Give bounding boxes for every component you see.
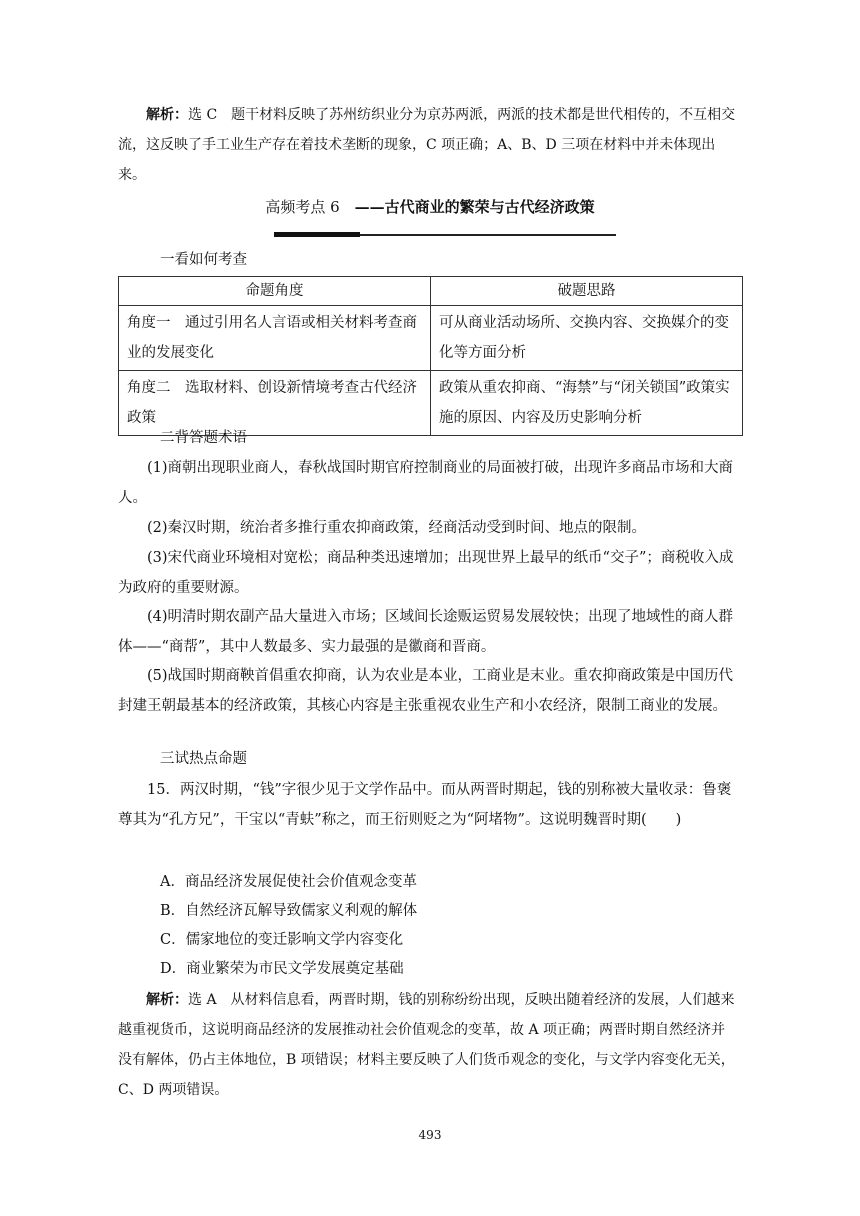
term-item: (2)秦汉时期，统治者多推行重农抑商政策，经商活动受到时间、地点的限制。 <box>147 520 647 536</box>
table-cell: 角度二 选取材料、创设新情境考查古代经济政策 <box>119 371 431 436</box>
table-cell: 角度一 通过引用名人言语或相关材料考查商业的发展变化 <box>119 306 431 371</box>
part3-heading: 三试热点命题 <box>160 751 247 767</box>
term-item: (4)明清时期农副产品大量进入市场；区域间长途贩运贸易发展较快；出现了地域性的商人群体——“商帮”，其中人数最多、实力最强的是徽商和晋商。 <box>118 609 734 655</box>
section-prefix: 高频考点 6 <box>265 198 355 216</box>
explanation-label: 解析： <box>146 107 188 123</box>
term-item: (1)商朝出现职业商人，春秋战国时期官府控制商业的局面被打破，出现许多商品市场和大商人。 <box>118 460 734 506</box>
explanation-label: 解析： <box>146 992 188 1008</box>
term-item: (5)战国时期商鞅首倡重农抑商，认为农业是本业，工商业是末业。重农抑商政策是中国历代封建王朝最基本的经济政策，其核心内容是主张重视农业生产和小农经济，限制工商业的发展。 <box>118 668 734 714</box>
part1-heading: 一看如何考查 <box>160 252 247 268</box>
section-title-text: ——古代商业的繁荣与古代经济政策 <box>354 198 595 216</box>
strategy-table <box>118 276 743 436</box>
explanation-text: 选 A 从材料信息看，两晋时期，钱的别称纷纷出现，反映出随着经济的发展，人们越来越重视货币，这说明商品经济的发展推动社会价值观念的变革，故 A 项正确；两晋时期自然经济并没有解体，仍占主体地位，B 项错误；材料主要反映了人们货币观念的变化，与文学内容变化无关，C、D 两项错误。 <box>118 992 735 1098</box>
table-header-row <box>119 277 743 306</box>
option-b: B．自然经济瓦解导致儒家义利观的解体 <box>160 903 418 919</box>
explanation-text: 选 C 题干材料反映了苏州纺织业分为京苏两派，两派的技术都是世代相传的，不互相交流，这反映了手工业生产存在着技术垄断的现象，C 项正确；A、B、D 三项在材料中并未体现出来。 <box>118 107 736 183</box>
table-header-cell: 破题思路 <box>431 277 743 306</box>
table-cell: 可从商业活动场所、交换内容、交换媒介的变化等方面分析 <box>431 306 743 371</box>
option-a: A．商品经济发展促使社会价值观念变革 <box>160 874 417 890</box>
title-underline-accent <box>274 232 360 237</box>
explanation-paragraph-2 <box>118 985 738 1105</box>
table-header-cell: 命题角度 <box>119 277 431 306</box>
term-item: (3)宋代商业环境相对宽松；商品种类迅速增加；出现世界上最早的纸币“交子”；商税收入成为政府的重要财源。 <box>118 550 734 596</box>
explanation-paragraph-1 <box>118 100 738 190</box>
title-underline <box>274 234 616 236</box>
option-d: D．商业繁荣为市民文学发展奠定基础 <box>160 961 404 977</box>
section-title <box>0 196 860 217</box>
option-c: C．儒家地位的变迁影响文学内容变化 <box>160 932 404 948</box>
table-row <box>119 371 743 436</box>
page-number: 493 <box>418 1128 442 1142</box>
question-stem: 15．两汉时期，“钱”字很少见于文学作品中。而从两晋时期起，钱的别称被大量收录：鲁褒尊其为“孔方兄”，干宝以“青蚨”称之，而王衍则贬之为“阿堵物”。这说明魏晋时期( ) <box>118 782 732 828</box>
table-cell: 政策从重农抑商、“海禁”与“闭关锁国”政策实施的原因、内容及历史影响分析 <box>431 371 743 436</box>
table-row <box>119 306 743 371</box>
part2-heading: 二背答题术语 <box>160 430 247 446</box>
